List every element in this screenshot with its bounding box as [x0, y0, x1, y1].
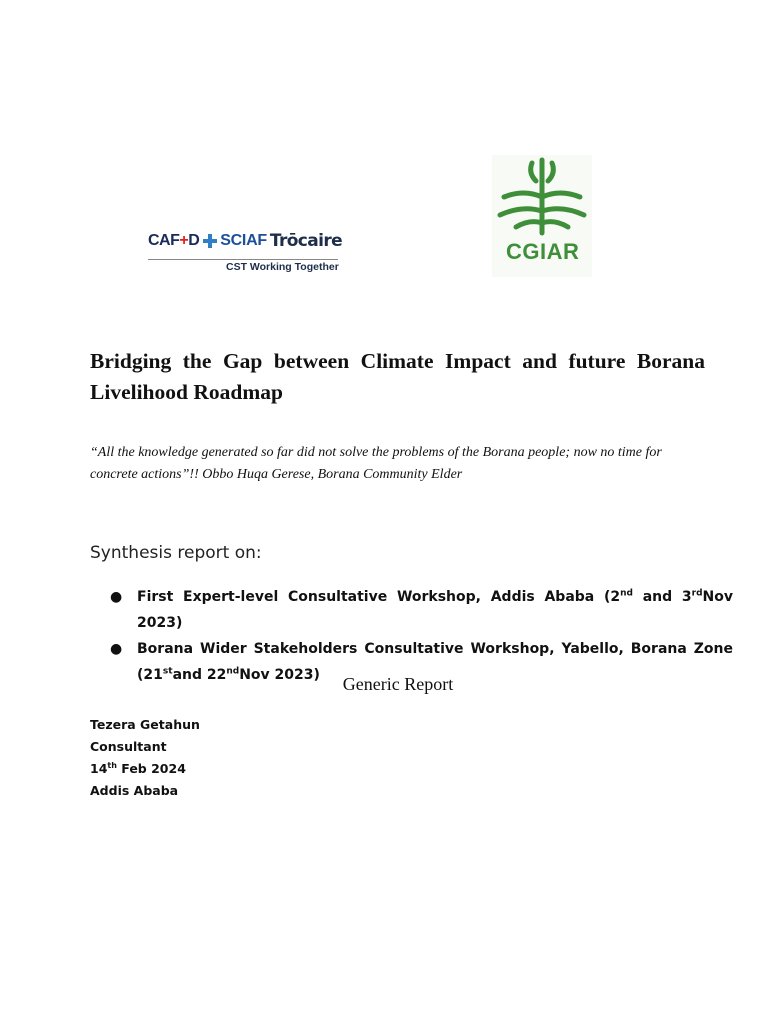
author-name: Tezera Getahun	[90, 717, 200, 732]
cst-partner-logo	[148, 228, 343, 278]
list-item: ● First Expert-level Consultative Workshop, Addis Ababa (2nd and 3rdNov 2023)	[110, 584, 733, 636]
report-place: Addis Ababa	[90, 783, 179, 798]
logo-divider	[148, 259, 338, 260]
author-role: Consultant	[90, 739, 167, 754]
synthesis-heading: Synthesis report on:	[90, 543, 262, 563]
bullet-icon: ●	[110, 589, 123, 605]
author-block	[90, 714, 200, 802]
bullet-icon: ●	[110, 641, 123, 657]
cgiar-plant-icon	[492, 155, 592, 237]
cst-tagline: CST Working Together	[226, 261, 339, 273]
trocaire-logo: Trōcaire	[269, 231, 343, 251]
report-date: 14th Feb 2024	[90, 760, 186, 776]
report-title: Bridging the Gap between Climate Impact and future Borana Livelihood Roadmap	[90, 349, 705, 404]
elder-quote: “All the knowledge generated so far did not solve the problems of the Borana people; now no time for concrete actions”!! Obbo Huqa Gerese, Borana Community Elder	[90, 445, 662, 482]
cafod-logo: CAF+D	[148, 232, 200, 249]
list-item: ● Borana Wider Stakeholders Consultative Workshop, Yabello, Borana Zone (21stand 22ndNov 2023)	[110, 636, 733, 688]
generic-report-label: Generic Report	[342, 674, 454, 694]
cgiar-wordmark: CGIAR	[506, 239, 580, 264]
sciaf-cross-icon	[202, 233, 218, 249]
cgiar-logo	[492, 155, 592, 277]
sciaf-logo: SCIAF	[202, 232, 267, 250]
workshop-list	[110, 584, 733, 688]
